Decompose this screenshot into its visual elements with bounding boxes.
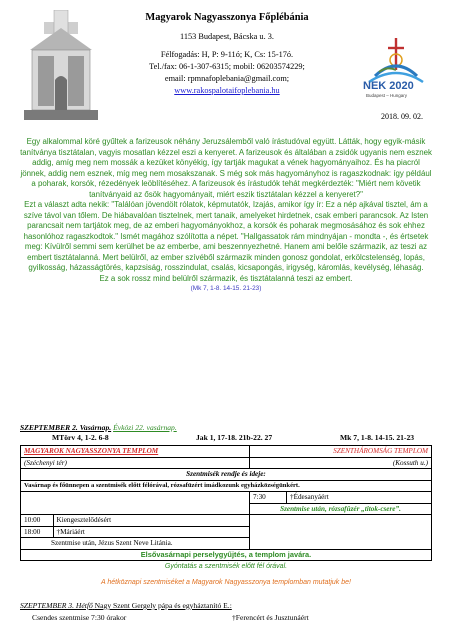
gospel-paragraph: Ezt a választ adta nekik: "Találóan jövendölt rólatok, képmutatók, Izajás, amikor így ír: Ez a nép ajkával tisztel, ám a szíve távol van tőlem. De hiábavalóan tisztelnek, mert tanaik, amelyeket hirdetnek, csak emberi parancsok. Az Isten parancsait nem tartjátok meg, de az emberi hagyományokhoz, a korsók és poharak megmosásához és sok ehhez hasonlóhoz ragaszkodtok." Ismét magához szólította a népet. "Hallgassatok rám mindnyájan - mondta -, és értsetek meg: Kívülről semmi sem kerülhet be az emberbe, ami beszennyezhetné. Hanem ami belőle származik, az teszi az embert tisztátalanná. Mert belülről, az ember szívéből származik minden gonosz gondolat, erkölcstelenség, lopás, gyilkosság, házasságtörés, kapzsiság, rosszindulat, csalás, kicsapongás, irigység, káromlás, kevélység, léhaság. (23, 200, 429, 272)
mass-intention: Kiengesztelődésért (53, 515, 249, 527)
gospel-reference: (Mk 7, 1-8. 14-15. 21-23) (190, 285, 262, 292)
after-mass-note: Szentmise után, rózsafüzér „titok-csere”. (249, 503, 431, 515)
parish-title: Magyarok Nagyasszonya Főplébánia (145, 12, 309, 23)
church-left-name: MAGYAROK NAGYASSZONYA TEMPLOM (21, 446, 250, 458)
gospel-paragraph: Egy alkalommal köré gyűltek a farizeusok néhány Jeruzsálemből való írástudóval együtt. Látták, hogy egyik-másik tanítványa tisztátalan, vagyis mosatlan kézzel eszi a kenyeret. A farizeusok és általában a zsidók ugyanis nem esznek addig, amíg meg nem mossák a kezüket könyékig, így tartják magukat a vének hagyományaihoz. És ha piacról jönnek, addig nem esznek, míg meg nem mosakszanak. S még sok más hagyományhoz is ragaszkodnak: így például a poharak, korsók, rézedények leöblítéséhez. A farizeusok és írástudók tehát megkérdezték: "Miért nem követik tanítványaid az ősök hagyományait, miért eszik tisztátalan kézzel a kenyeret?" (20, 137, 432, 199)
nek-title: NEK 2020 (363, 80, 414, 92)
empty-cell (249, 515, 431, 550)
sunday-schedule (20, 423, 432, 561)
parish-header (96, 10, 358, 97)
sunday-heading (20, 423, 432, 432)
reading-3: Mk 7, 1-8. 14-15. 21-23 (340, 433, 415, 442)
mass-time: 18:00 (21, 526, 54, 538)
mass-schedule-table (20, 445, 432, 561)
parish-address: 1153 Budapest, Bácska u. 3. (180, 32, 274, 41)
gospel-paragraph: Ez a sok rossz mind belülről származik, és tisztátalanná teszi az embert. (99, 273, 353, 283)
litany-note: Szentmise után, Jézus Szent Neve Litánia. (21, 538, 250, 550)
rosary-intro: Vasárnap és főünnepen a szentmisék előtt félórával, rózsafüzért imádkozunk egyházközségünkért. (21, 480, 432, 492)
bulletin-date: 2018. 09. 02. (381, 112, 423, 121)
mass-time: 10:00 (21, 515, 54, 527)
collection-note: Elsővasárnapi perselygyűjtés, a templom javára. (21, 549, 432, 561)
mass-intention: †Édesanyáért (286, 492, 431, 504)
sunday-feast: Évközi 22. vasárnap. (113, 423, 177, 432)
sunday-date: SZEPTEMBER 2. Vasárnap. (20, 423, 112, 432)
reading-1: MTörv 4, 1-2. 6-8 (52, 433, 109, 442)
office-hours: Félfogadás: H, P: 9-11ó; K, Cs: 15-17ó. (160, 50, 294, 59)
monday-heading (20, 601, 432, 610)
church-right-name: SZENTHÁROMSÁG TEMPLOM (249, 446, 431, 458)
gospel-text (20, 137, 432, 295)
notes (20, 563, 432, 586)
monday-mass: Csendes szentmise 7:30 órakor (32, 613, 127, 622)
reading-2: Jak 1, 17-18. 21b-22. 27 (196, 433, 273, 442)
monday-date: SZEPTEMBER 3. Hétfő (20, 601, 93, 610)
mass-time: 7:30 (249, 492, 286, 504)
monday-mass-row (20, 613, 432, 624)
phone-line: Tel./fax: 06-1-307-6315; mobil: 06203574229; (149, 62, 305, 71)
empty-cell (21, 503, 250, 515)
empty-cell (53, 492, 249, 504)
monday-saint: Nagy Szent Gergely pápa és egyháztanító E.: (94, 601, 232, 610)
nek-subtitle: Budapest – Hungary (366, 93, 408, 98)
confession-note: Gyóntatás a szentmisék előtt fél órával. (164, 563, 288, 570)
sunday-readings (20, 433, 432, 444)
mass-order-heading: Szentmisék rendje és ideje: (21, 469, 432, 481)
monday-schedule (20, 601, 432, 624)
weekday-mass-note: A hétköznapi szentmiséket a Magyarok Nagyasszonya templomban mutatjuk be! (101, 579, 351, 586)
email-line: email: rpmnafoplebania@gmail.com; (164, 74, 290, 83)
church-logo-icon (18, 10, 104, 122)
website-link[interactable]: www.rakospalotaifoplebania.hu (174, 86, 280, 95)
empty-cell (21, 492, 54, 504)
monday-intention: †Ferencért és Jusztunáért (232, 613, 309, 622)
mass-intention: †Máriáért (53, 526, 249, 538)
church-left-location: (Széchenyi tér) (21, 457, 250, 469)
church-right-location: (Kossuth u.) (249, 457, 431, 469)
